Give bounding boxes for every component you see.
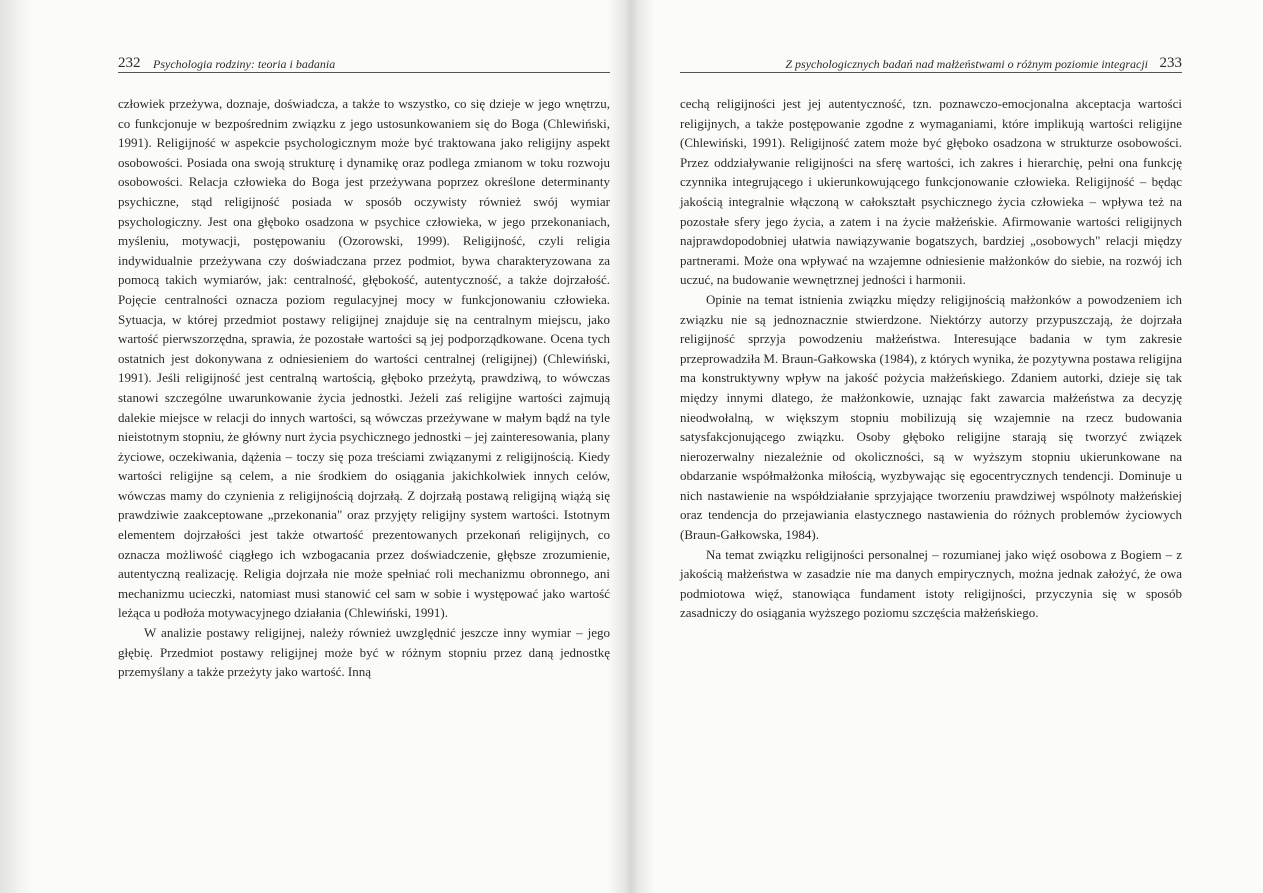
left-page-number: 232 <box>118 55 141 71</box>
right-paragraph-3: Na temat związku religijności personalnej – rozumianej jako więź osobowa z Bogiem – z jakością małżeństwa w zasadzie nie ma danych empirycznych, można jednak założyć, że owa podmiotowa więź, stanowiąca fundament istoty religijności, przyczynia się w sposób zasadniczy do osiągania wyższego poziomu szczęścia małżeńskiego. <box>680 546 1182 621</box>
right-paragraph-1: cechą religijności jest jej autentyczność, tzn. poznawczo-emocjonalna akceptacja wartości religijnych, a także postępowanie zgodne z wymaganiami, które implikują wartości religijne (Chlewiński, 1991). Religijność zatem może być głęboko osadzona w strukturze osobowości. Przez oddziaływanie religijności na sferę wartości, ich zakres i hierarchię, pełni ona funkcję czynnika integrującego i ukierunkowującego funkcjonowanie człowieka. Religijność – będąc jakością integralnie włączoną w całokształt psychicznego życia człowieka – wpływa też na pozostałe sfery jego życia, a zatem i na życie małżeńskie. Afirmowanie wartości religijnych najprawdopodobniej ułatwia nawiązywanie bogatszych, bardziej „osobowych" relacji między partnerami. Może ona wpływać na wzajemne odniesienie małżonków do siebie, na rozwój ich uczuć, na budowanie wewnętrznej jedności i harmonii. <box>680 96 1182 288</box>
right-page-body <box>680 94 1182 623</box>
book-gutter <box>607 0 655 893</box>
right-running-title: Z psychologicznych badań nad małżeństwami o różnym poziomie integracji <box>785 57 1148 71</box>
left-paragraph-2: W analizie postawy religijnej, należy również uwzględnić jeszcze inny wymiar – jego głębię. Przedmiot postawy religijnej może być w różnym stopniu przez daną jednostkę przemyślany a także przeżyty jako wartość. Inną <box>118 625 610 680</box>
left-running-title: Psychologia rodziny: teoria i badania <box>153 57 336 71</box>
left-page <box>118 0 610 893</box>
left-page-header <box>118 54 610 73</box>
left-page-body <box>118 94 610 682</box>
right-paragraph-2: Opinie na temat istnienia związku między religijnością małżonków a powodzeniem ich związku nie są jednoznacznie stwierdzone. Niektórzy autorzy przypuszczają, że dojrzała religijność sprzyja powodzeniu małżeństwa. Interesujące badania w tym zakresie przeprowadziła M. Braun-Gałkowska (1984), z których wynika, że pozytywna postawa religijna ma konstruktywny wpływ na jakość pożycia małżeńskiego. Zdaniem autorki, dzieje się tak między innymi dlatego, że małżonkowie, uznając fakt zawarcia małżeństwa za decyzję nieodwołalną, w większym stopniu mobilizują się wzajemnie na rzecz budowania satysfakcjonującego związku. Osoby głęboko religijne starają się tworzyć związek nierozerwalny niezależnie od okoliczności, są w wyższym stopniu ukierunkowane na obdarzanie współmałżonka miłością, wyzbywając się egocentrycznych tendencji. Dominuje u nich nastawienie na współdziałanie sprzyjające tworzeniu prawdziwej wspólnoty małżeńskiej oraz tendencja do przejawiania elastycznego nastawienia do różnych problemów życiowych (Braun-Gałkowska, 1984). <box>680 291 1182 543</box>
right-page-header <box>680 54 1182 73</box>
right-page-number: 233 <box>1159 55 1182 71</box>
scan-left-edge <box>0 0 34 893</box>
left-paragraph-1: człowiek przeżywa, doznaje, doświadcza, a także to wszystko, co się dzieje w jego wnętrzu, co funkcjonuje w bezpośrednim związku z jego ustosunkowaniem się do Boga (Chlewiński, 1991). Religijność w aspekcie psychologicznym może być traktowana jako religijny aspekt osobowości. Posiada ona swoją strukturę i dynamikę oraz podlega zmianom w toku rozwoju osobowości. Relacja człowieka do Boga jest przeżywana poprzez określone determinanty psychiczne, stąd religijność posiada w sposób oczywisty również swój wymiar psychologiczny. Jest ona głęboko osadzona w psychice człowieka, w jego przekonaniach, myśleniu, motywacji, postępowaniu (Ozorowski, 1999). Religijność, czyli religia indywidualnie przeżywana czy doświadczana przez podmiot, bywa charakteryzowana za pomocą takich wymiarów, jak: centralność, głębokość, autentyczność, a także dojrzałość. Pojęcie centralności oznacza poziom regulacyjnej mocy w funkcjonowaniu człowieka. Sytuacja, w której przedmiot postawy religijnej znajduje się na centralnym miejscu, jako wartość pierwszorzędna, sprawia, że pozostałe wartości są jej podporządkowane. Ocena tych ostatnich jest dokonywana z odniesieniem do wartości centralnej (religijnej) (Chlewiński, 1991). Jeśli religijność jest centralną wartością, głęboko przeżytą, prawdziwą, to wówczas stanowi szczególne uwarunkowanie życia jednostki. Jeżeli zaś religijne wartości zajmują dalekie miejsce w relacji do innych wartości, są wówczas przeżywane w małym bądź na tyle nieistotnym stopniu, że główny nurt życia psychicznego jednostki – jej zainteresowania, plany życiowe, oczekiwania, dążenia – toczy się poza treściami związanymi z religijnością. Kiedy wartości religijne są celem, a nie środkiem do osiągania jakichkolwiek innych celów, wówczas mamy do czynienia z religijnością dojrzałą. Z dojrzałą postawą religijną wiążą się prawdziwie zaakceptowane „przekonania" oraz przyjęty religijny system wartości. Istotnym elementem dojrzałości jest także otwartość prezentowanych przekonań religijnych, co oznacza możliwość ciągłego ich wzbogacania przez doświadczenie, głębsze zrozumienie, autentyczną realizację. Religia dojrzała nie może spełniać roli mechanizmu obronnego, ani mechanizmu ucieczki, natomiast musi stanowić cel sam w sobie i występować jako wartość leżąca u podłoża motywacyjnego działania (Chlewiński, 1991). <box>118 96 610 621</box>
right-page <box>680 0 1182 893</box>
